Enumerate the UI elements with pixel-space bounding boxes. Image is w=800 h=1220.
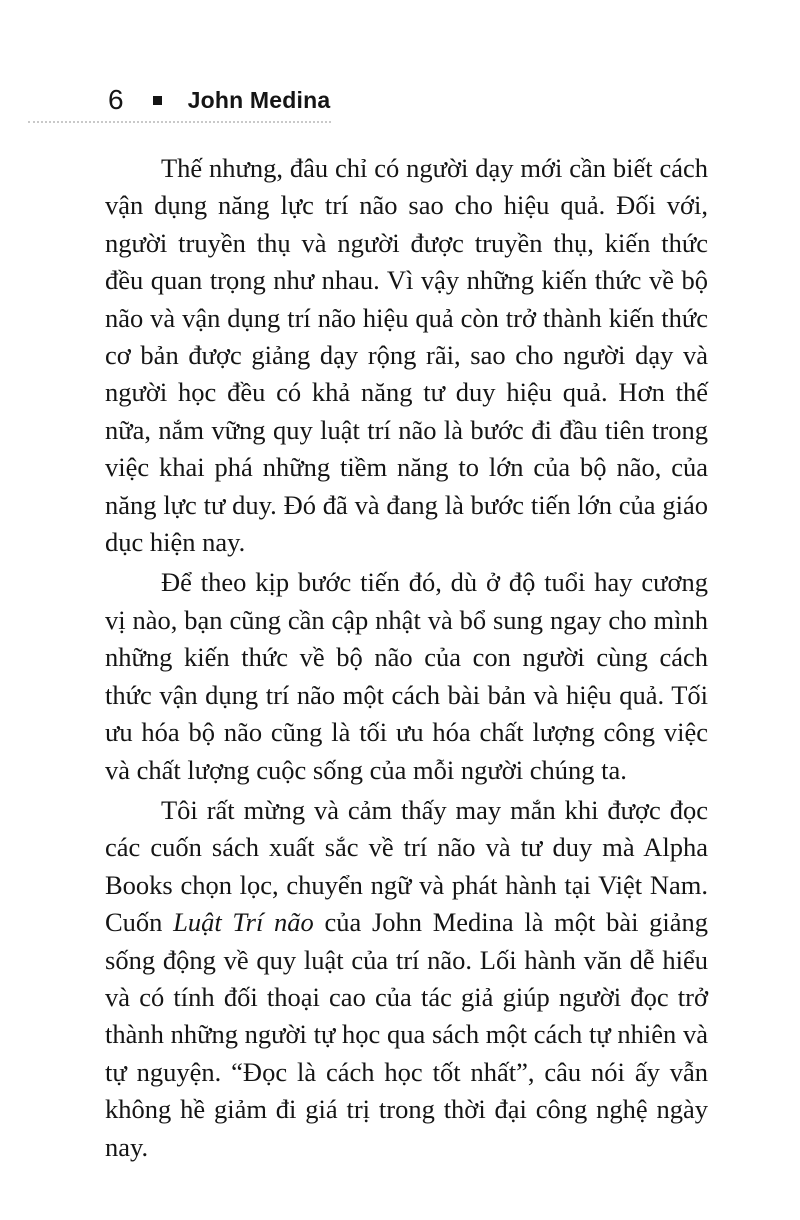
page-number: 6 bbox=[108, 84, 124, 115]
paragraph-text: Để theo kịp bước tiến đó, dù ở độ tuổi hay cương vị nào, bạn cũng cần cập nhật và bổ sung ngay cho mình những kiến thức về bộ não của con người cùng cách thức vận dụng trí não một cách bài bản và hiệu quả. Tối ưu hóa bộ não cũng là tối ưu hóa chất lượng công việc và chất lượng cuộc sống của mỗi người chúng ta. bbox=[105, 567, 708, 785]
paragraph-text: của John Medina là một bài giảng sống động về quy luật của trí não. Lối hành văn dễ hiểu và có tính đối thoại cao của tác giả giúp người đọc trở thành những người tự học qua sách một cách tự nhiên và tự nguyện. “Đọc là cách học tốt nhất”, câu nói ấy vẫn không hề giảm đi giá trị trong thời đại công nghệ ngày nay. bbox=[105, 907, 708, 1162]
paragraph-text: Thế nhưng, đâu chỉ có người dạy mới cần biết cách vận dụng năng lực trí não sao cho hiệu quả. Đối với, người truyền thụ và người được truyền thụ, kiến thức đều quan trọng như nhau. Vì vậy những kiến thức về bộ não và vận dụng trí não hiệu quả còn trở thành kiến thức cơ bản được giảng dạy rộng rãi, sao cho người dạy và người học đều có khả năng tư duy hiệu quả. Hơn thế nữa, nắm vững quy luật trí não là bước đi đầu tiên trong việc khai phá những tiềm năng to lớn của bộ não, của năng lực tư duy. Đó đã và đang là bước tiến lớn của giáo dục hiện nay. bbox=[105, 153, 708, 558]
paragraph-text: Tôi rất mừng và cảm thấy may mắn khi được đọc các cuốn sách xuất sắc về trí não và tư duy mà Alpha Books chọn lọc, chuyển ngữ và phát hành tại Việt Nam. Cuốn bbox=[105, 794, 708, 938]
square-bullet-icon bbox=[153, 96, 162, 105]
header-dotted-rule bbox=[28, 121, 331, 123]
page-body bbox=[105, 150, 708, 1166]
page-header bbox=[108, 84, 330, 116]
paragraph bbox=[105, 792, 708, 1166]
paragraph bbox=[105, 150, 708, 561]
book-title-italic: Luật Trí não bbox=[173, 907, 314, 938]
paragraph bbox=[105, 564, 708, 788]
running-title: John Medina bbox=[187, 86, 331, 113]
